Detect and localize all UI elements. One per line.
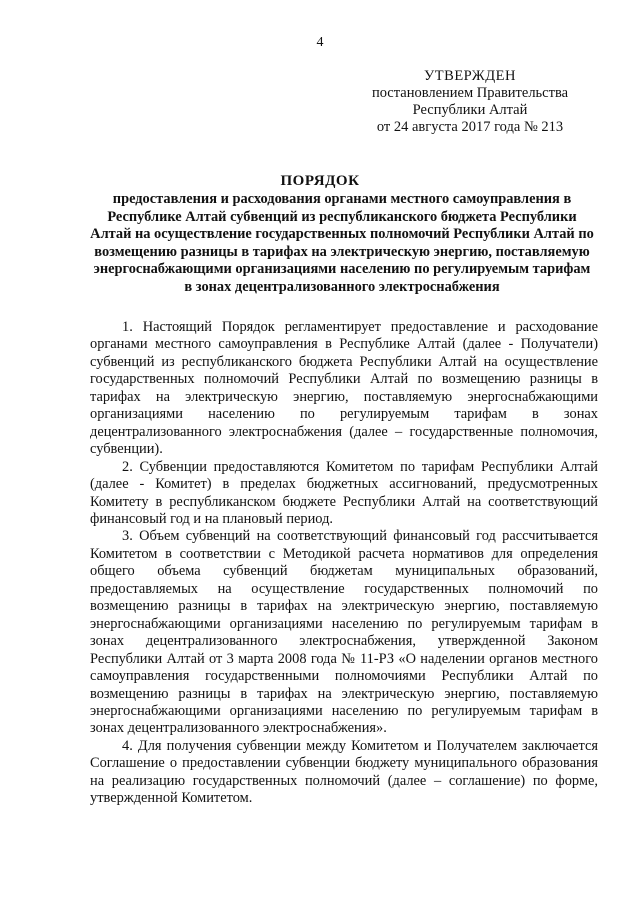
paragraph-1: 1. Настоящий Порядок регламентирует предоставление и расходование органами местного самоуправления в Республике Алтай (далее - Получатели) субвенций из республиканского бюджета Республики Алтай на осуществление государственных полномочий Республики Алтай по возмещению разницы в тарифах на электрическую энергию, поставляемую энергоснабжающими организациями населению по регулируемым тарифам в зонах децентрализованного электроснабжения (далее – государственные полномочия, субвенции). [90, 319, 598, 458]
paragraph-3: 3. Объем субвенций на соответствующий финансовый год рассчитывается Комитетом в соответствии с Методикой расчета нормативов для определения общего объема субвенций бюджетам муниципальных образований, предоставляемых на осуществление государственных полномочий по возмещению разницы в тарифах на электрическую энергию, поставляемую энергоснабжающими организациями населению по регулируемым тарифам в зонах децентрализованного электроснабжения, утвержденной Законом Республики Алтай от 3 марта 2008 года № 11-РЗ «О наделении органов местного самоуправления государственными полномочиями Республики Алтай по возмещению разницы в тарифах на электрическую энергию, поставляемую энергоснабжающими организациями населению по регулируемым тарифам в зонах децентрализованного электроснабжения». [90, 528, 598, 737]
approval-line-republic: Республики Алтай [412, 102, 528, 118]
paragraph-4: 4. Для получения субвенции между Комитетом и Получателем заключается Соглашение о предоставлении субвенции бюджету муниципального образования на реализацию государственных полномочий (далее – соглашение) по форме, утвержденной Комитетом. [90, 737, 598, 807]
page-number: 4 [316, 35, 324, 50]
approval-block [360, 68, 580, 136]
document-title: ПОРЯДОК [280, 173, 360, 189]
approval-line-decree: постановлением Правительства [371, 85, 569, 101]
document-subtitle: предоставления и расходования органами местного самоуправления в Республике Алтай субвенций из республиканского бюджета Республики Алтай на осуществление государственных полномочий Республики Алтай по возмещению разницы в тарифах на электрическую энергию, поставляемую энергоснабжающими организациями населению по регулируемым тарифам в зонах децентрализованного электроснабжения [90, 191, 594, 295]
document-body [90, 319, 598, 808]
paragraph-2: 2. Субвенции предоставляются Комитетом по тарифам Республики Алтай (далее - Комитет) в пределах бюджетных ассигнований, предусмотренных Комитету в республиканском бюджете Республики Алтай на соответствующий финансовый год и на плановый период. [90, 458, 598, 527]
approval-line-date: от 24 августа 2017 года № 213 [376, 119, 564, 135]
approval-stamp: УТВЕРЖДЕН [424, 68, 516, 84]
